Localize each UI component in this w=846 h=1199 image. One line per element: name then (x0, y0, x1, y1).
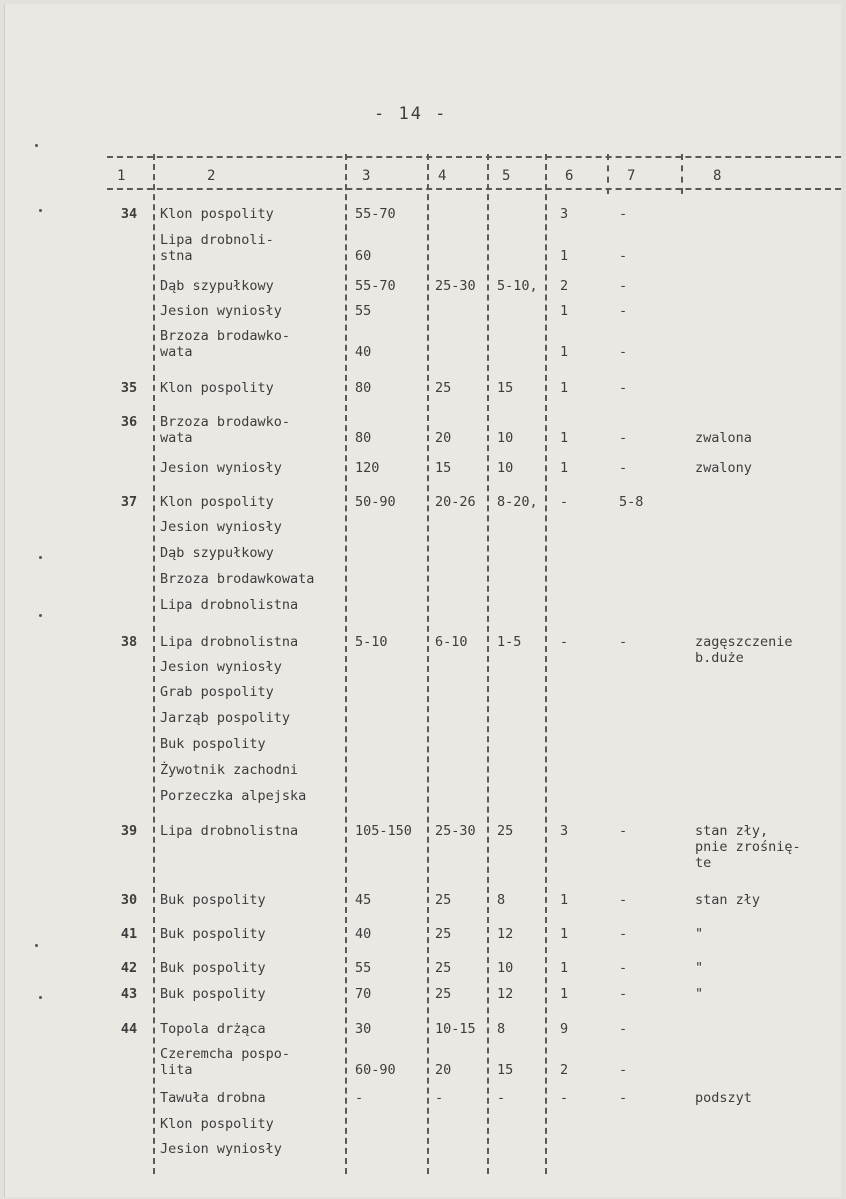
cell-col-2: Brzoza brodawko- wata (160, 328, 291, 360)
cell-col-2: Klon pospolity (160, 206, 274, 222)
cell-col-6: 1 (560, 380, 569, 396)
cell-col-1: 30 (120, 892, 138, 908)
cell-col-3: 105-150 (355, 823, 412, 839)
cell-col-3: - (355, 1090, 364, 1106)
cell-col-7: - (619, 1062, 628, 1078)
cell-col-7: - (619, 344, 628, 360)
cell-col-5: 8-20, (497, 494, 538, 510)
cell-col-6: - (560, 634, 569, 650)
cell-col-5: 12 (497, 926, 514, 942)
cell-col-7: - (619, 303, 628, 319)
cell-col-7: - (619, 634, 628, 650)
cell-col-2: Jesion wyniosły (160, 303, 282, 319)
cell-col-6: 1 (560, 926, 569, 942)
column-header-1: 1 (117, 168, 126, 184)
cell-col-4: 25 (435, 926, 452, 942)
cell-col-4: 10-15 (435, 1021, 476, 1037)
column-divider-3 (427, 154, 429, 1174)
cell-col-2: Jesion wyniosły (160, 659, 282, 675)
cell-col-2: Buk pospolity (160, 736, 266, 752)
cell-col-6: 1 (560, 303, 569, 319)
column-divider-5 (545, 154, 547, 1174)
cell-col-2: Jesion wyniosły (160, 460, 282, 476)
cell-col-4: 25 (435, 960, 452, 976)
cell-col-6: 9 (560, 1021, 569, 1037)
cell-col-7: - (619, 892, 628, 908)
cell-col-7: - (619, 823, 628, 839)
scan-speck (39, 556, 42, 559)
cell-col-3: 60 (355, 248, 372, 264)
cell-col-1: 44 (120, 1021, 138, 1037)
cell-col-8: zwalona (695, 430, 752, 446)
cell-col-6: 3 (560, 823, 569, 839)
cell-col-2: Klon pospolity (160, 380, 274, 396)
cell-col-6: 1 (560, 344, 569, 360)
cell-col-5: 8 (497, 1021, 506, 1037)
cell-col-2: Klon pospolity (160, 1116, 274, 1132)
cell-col-2: Czeremcha pospo- lita (160, 1046, 291, 1078)
cell-col-6: 1 (560, 430, 569, 446)
cell-col-2: Brzoza brodawkowata (160, 571, 315, 587)
cell-col-7: - (619, 1021, 628, 1037)
cell-col-8: " (695, 926, 704, 942)
cell-col-8: " (695, 986, 704, 1002)
scan-speck (39, 614, 42, 617)
cell-col-3: 55 (355, 960, 372, 976)
cell-col-4: 15 (435, 460, 452, 476)
page-number: - 14 - (374, 104, 448, 124)
cell-col-4: 25-30 (435, 278, 476, 294)
cell-col-5: 5-10, (497, 278, 538, 294)
cell-col-6: 1 (560, 960, 569, 976)
cell-col-8: zagęszczenie b.duże (695, 634, 793, 666)
cell-col-2: Buk pospolity (160, 926, 266, 942)
cell-col-8: podszyt (695, 1090, 752, 1106)
cell-col-6: 3 (560, 206, 569, 222)
cell-col-3: 60-90 (355, 1062, 396, 1078)
cell-col-5: 10 (497, 460, 514, 476)
cell-col-1: 43 (120, 986, 138, 1002)
cell-col-8: stan zły, pnie zrośnię- te (695, 823, 801, 871)
cell-col-2: Lipa drobnolistna (160, 823, 299, 839)
cell-col-2: Jesion wyniosły (160, 519, 282, 535)
column-divider-4 (487, 154, 489, 1174)
cell-col-2: Żywotnik zachodni (160, 762, 299, 778)
column-header-8: 8 (713, 168, 722, 184)
cell-col-3: 55-70 (355, 278, 396, 294)
cell-col-4: 25 (435, 986, 452, 1002)
cell-col-1: 35 (120, 380, 138, 396)
cell-col-2: Dąb szypułkowy (160, 545, 274, 561)
cell-col-6: 2 (560, 1062, 569, 1078)
cell-col-7: - (619, 380, 628, 396)
cell-col-8: " (695, 960, 704, 976)
cell-col-4: 20-26 (435, 494, 476, 510)
cell-col-8: stan zły (695, 892, 761, 908)
cell-col-8: zwalony (695, 460, 752, 476)
cell-col-1: 37 (120, 494, 138, 510)
document-page (4, 4, 841, 1197)
scan-speck (39, 209, 42, 212)
cell-col-3: 80 (355, 380, 372, 396)
cell-col-6: 1 (560, 460, 569, 476)
cell-col-4: 25-30 (435, 823, 476, 839)
cell-col-6: 1 (560, 986, 569, 1002)
cell-col-7: - (619, 206, 628, 222)
table-top-rule (107, 156, 841, 158)
cell-col-2: Lipa drobnoli- stna (160, 232, 274, 264)
scan-speck (35, 144, 38, 147)
cell-col-5: - (497, 1090, 506, 1106)
cell-col-5: 10 (497, 430, 514, 446)
cell-col-4: 20 (435, 430, 452, 446)
cell-col-2: Buk pospolity (160, 892, 266, 908)
cell-col-3: 40 (355, 344, 372, 360)
column-divider-6 (607, 154, 609, 194)
cell-col-6: - (560, 1090, 569, 1106)
cell-col-3: 45 (355, 892, 372, 908)
column-divider-1 (153, 154, 155, 1174)
cell-col-4: 6-10 (435, 634, 468, 650)
cell-col-1: 38 (120, 634, 138, 650)
cell-col-5: 1-5 (497, 634, 522, 650)
cell-col-2: Buk pospolity (160, 960, 266, 976)
cell-col-3: 120 (355, 460, 380, 476)
cell-col-2: Grab pospolity (160, 684, 274, 700)
cell-col-7: - (619, 960, 628, 976)
cell-col-5: 25 (497, 823, 514, 839)
cell-col-2: Porzeczka alpejska (160, 788, 307, 804)
cell-col-4: 25 (435, 892, 452, 908)
cell-col-3: 70 (355, 986, 372, 1002)
cell-col-5: 15 (497, 380, 514, 396)
cell-col-7: 5-8 (619, 494, 644, 510)
cell-col-3: 50-90 (355, 494, 396, 510)
cell-col-1: 41 (120, 926, 138, 942)
cell-col-6: 1 (560, 248, 569, 264)
cell-col-1: 39 (120, 823, 138, 839)
cell-col-2: Jarząb pospolity (160, 710, 291, 726)
cell-col-2: Lipa drobnolistna (160, 597, 299, 613)
column-header-6: 6 (565, 168, 574, 184)
cell-col-5: 10 (497, 960, 514, 976)
cell-col-5: 15 (497, 1062, 514, 1078)
scan-speck (39, 996, 42, 999)
cell-col-4: 25 (435, 380, 452, 396)
column-divider-7 (681, 154, 683, 194)
cell-col-7: - (619, 278, 628, 294)
cell-col-6: 1 (560, 892, 569, 908)
cell-col-7: - (619, 986, 628, 1002)
cell-col-6: - (560, 494, 569, 510)
cell-col-4: 20 (435, 1062, 452, 1078)
column-header-5: 5 (502, 168, 511, 184)
cell-col-1: 34 (120, 206, 138, 222)
column-header-7: 7 (627, 168, 636, 184)
cell-col-3: 5-10 (355, 634, 388, 650)
cell-col-7: - (619, 926, 628, 942)
column-header-4: 4 (438, 168, 447, 184)
cell-col-7: - (619, 430, 628, 446)
cell-col-5: 8 (497, 892, 506, 908)
cell-col-1: 36 (120, 414, 138, 430)
cell-col-2: Tawuła drobna (160, 1090, 266, 1106)
cell-col-1: 42 (120, 960, 138, 976)
cell-col-2: Dąb szypułkowy (160, 278, 274, 294)
cell-col-7: - (619, 248, 628, 264)
cell-col-3: 30 (355, 1021, 372, 1037)
column-header-3: 3 (362, 168, 371, 184)
cell-col-6: 2 (560, 278, 569, 294)
cell-col-7: - (619, 1090, 628, 1106)
cell-col-2: Brzoza brodawko- wata (160, 414, 291, 446)
cell-col-2: Buk pospolity (160, 986, 266, 1002)
cell-col-2: Jesion wyniosły (160, 1141, 282, 1157)
cell-col-2: Lipa drobnolistna (160, 634, 299, 650)
cell-col-4: - (435, 1090, 444, 1106)
cell-col-2: Topola drżąca (160, 1021, 266, 1037)
cell-col-3: 55-70 (355, 206, 396, 222)
column-divider-2 (345, 154, 347, 1174)
cell-col-7: - (619, 460, 628, 476)
cell-col-3: 80 (355, 430, 372, 446)
cell-col-2: Klon pospolity (160, 494, 274, 510)
header-bottom-rule (107, 188, 841, 190)
cell-col-3: 55 (355, 303, 372, 319)
cell-col-3: 40 (355, 926, 372, 942)
cell-col-5: 12 (497, 986, 514, 1002)
column-header-2: 2 (207, 168, 216, 184)
scan-speck (35, 944, 38, 947)
